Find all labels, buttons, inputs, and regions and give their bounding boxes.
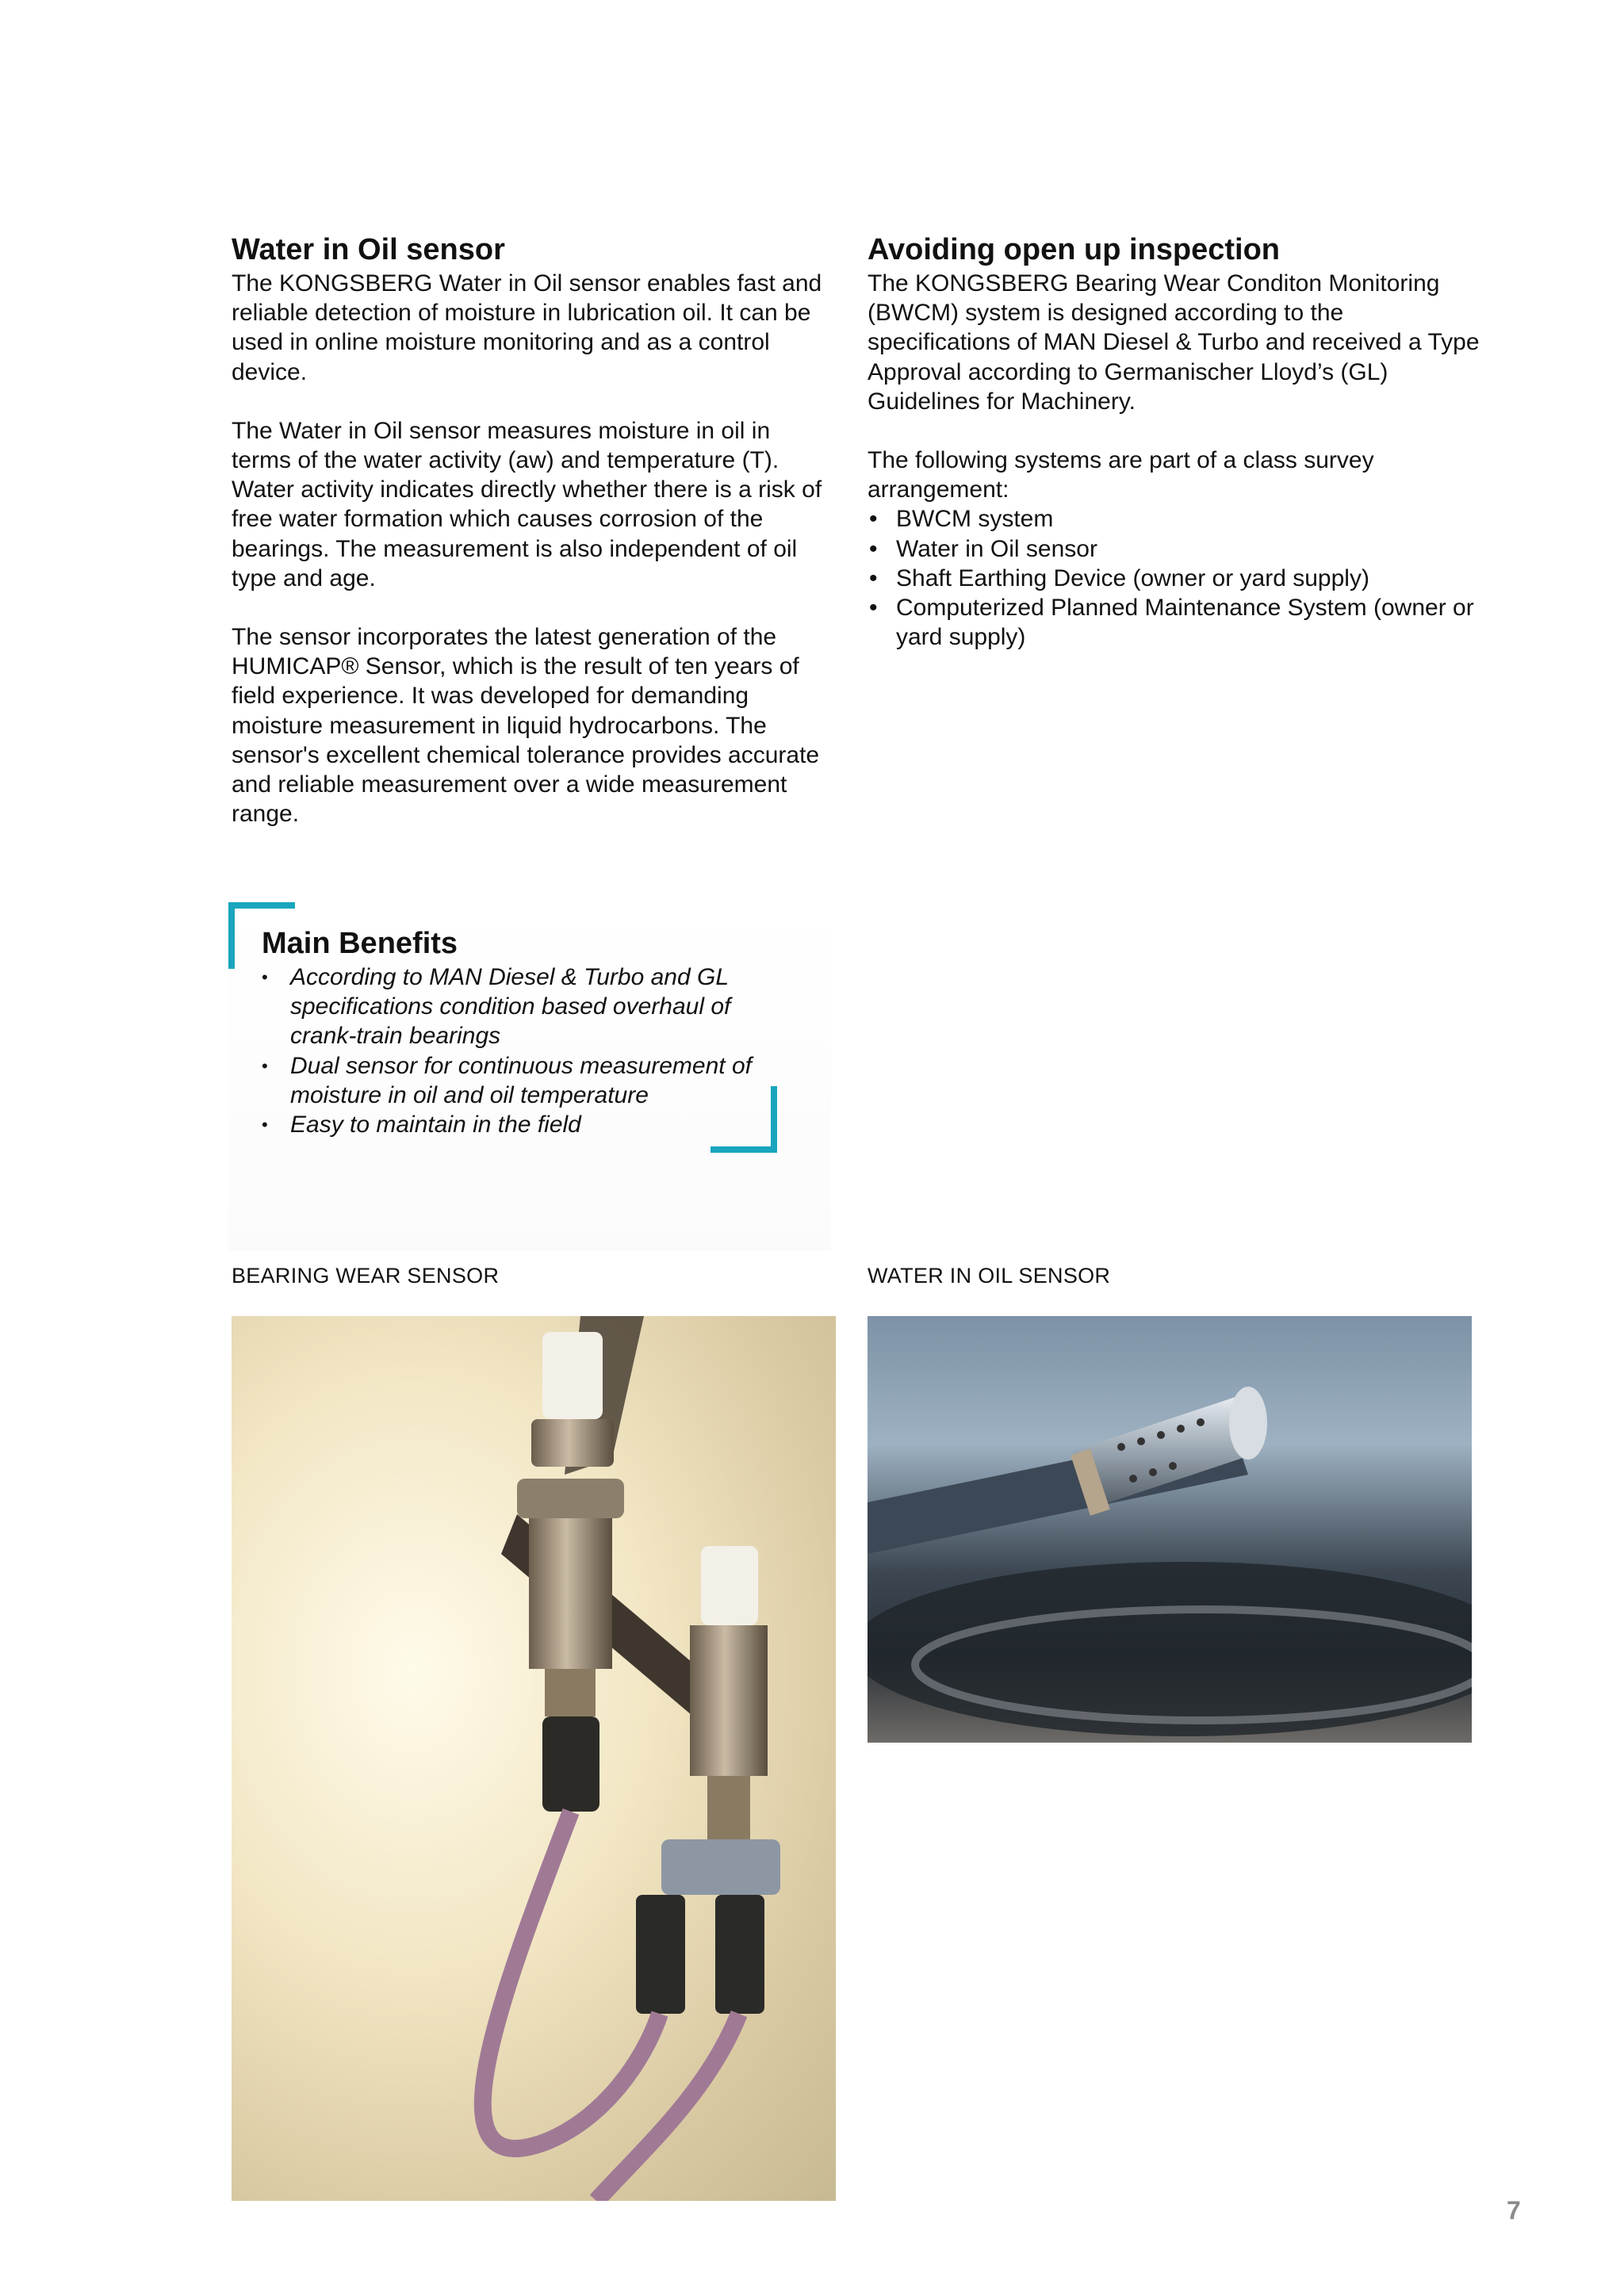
open-up-inspection-section bbox=[868, 232, 1486, 652]
list-item: • Computerized Planned Maintenance System (owner or yard supply) bbox=[868, 593, 1486, 652]
water-in-oil-heading: Water in Oil sensor bbox=[232, 233, 505, 266]
water-in-oil-caption: WATER IN OIL SENSOR bbox=[868, 1264, 1111, 1288]
inspection-heading: Avoiding open up inspection bbox=[868, 233, 1281, 266]
class-survey-paragraph: The following systems are part of a class survey arrangement: bbox=[868, 447, 1374, 503]
list-item: • Water in Oil sensor bbox=[868, 534, 1486, 564]
bearing-wear-caption: BEARING WEAR SENSOR bbox=[232, 1264, 500, 1288]
water-in-oil-intro: The KONGSBERG Water in Oil sensor enables fast and reliable detection of moisture in lubrication oil. It can be used in online moisture monitoring and as a control device. bbox=[232, 270, 822, 385]
list-item: • Easy to maintain in the field bbox=[262, 1110, 753, 1139]
water-sensor-illustration bbox=[868, 1316, 1472, 1743]
list-item: • BWCM system bbox=[868, 504, 1486, 534]
page-number: 7 bbox=[1507, 2196, 1521, 2225]
humicap-paragraph: The sensor incorporates the latest generation of the HUMICAP® Sensor, which is the result of ten years of field experience. It was developed for demanding moisture measurement in liquid hydrocarbons. The sensor's excellent chemical tolerance provides accurate and reliable measurement over a wide measurement range. bbox=[232, 624, 820, 828]
list-item: • Dual sensor for continuous measurement of moisture in oil and oil temperature bbox=[262, 1051, 753, 1110]
water-in-oil-sensor-photo bbox=[868, 1316, 1472, 1743]
list-item: • According to MAN Diesel & Turbo and GL specifications condition based overhaul of crank-train bearings bbox=[262, 962, 753, 1051]
class-survey-list bbox=[868, 504, 1486, 652]
main-benefits-heading: Main Benefits bbox=[262, 927, 458, 960]
bwcm-paragraph: The KONGSBERG Bearing Wear Conditon Monitoring (BWCM) system is designed according to the specifications of MAN Diesel & Turbo and received a Type Approval according to Germanischer Lloyd’s (GL) Guidelines for Machinery. bbox=[868, 270, 1480, 415]
benefits-list bbox=[262, 962, 753, 1139]
list-item: • Shaft Earthing Device (owner or yard supply) bbox=[868, 564, 1486, 593]
bearing-wear-sensor-photo bbox=[232, 1316, 836, 2201]
bearing-sensor-illustration bbox=[232, 1316, 836, 2201]
water-in-oil-section bbox=[232, 232, 834, 858]
main-benefits-box bbox=[228, 902, 831, 1251]
water-activity-paragraph: The Water in Oil sensor measures moisture in oil in terms of the water activity (aw) and temperature (T). Water activity indicates directly whether there is a risk of free water formation which causes corrosion of the bearings. The measurement is also independent of oil type and age. bbox=[232, 417, 822, 591]
